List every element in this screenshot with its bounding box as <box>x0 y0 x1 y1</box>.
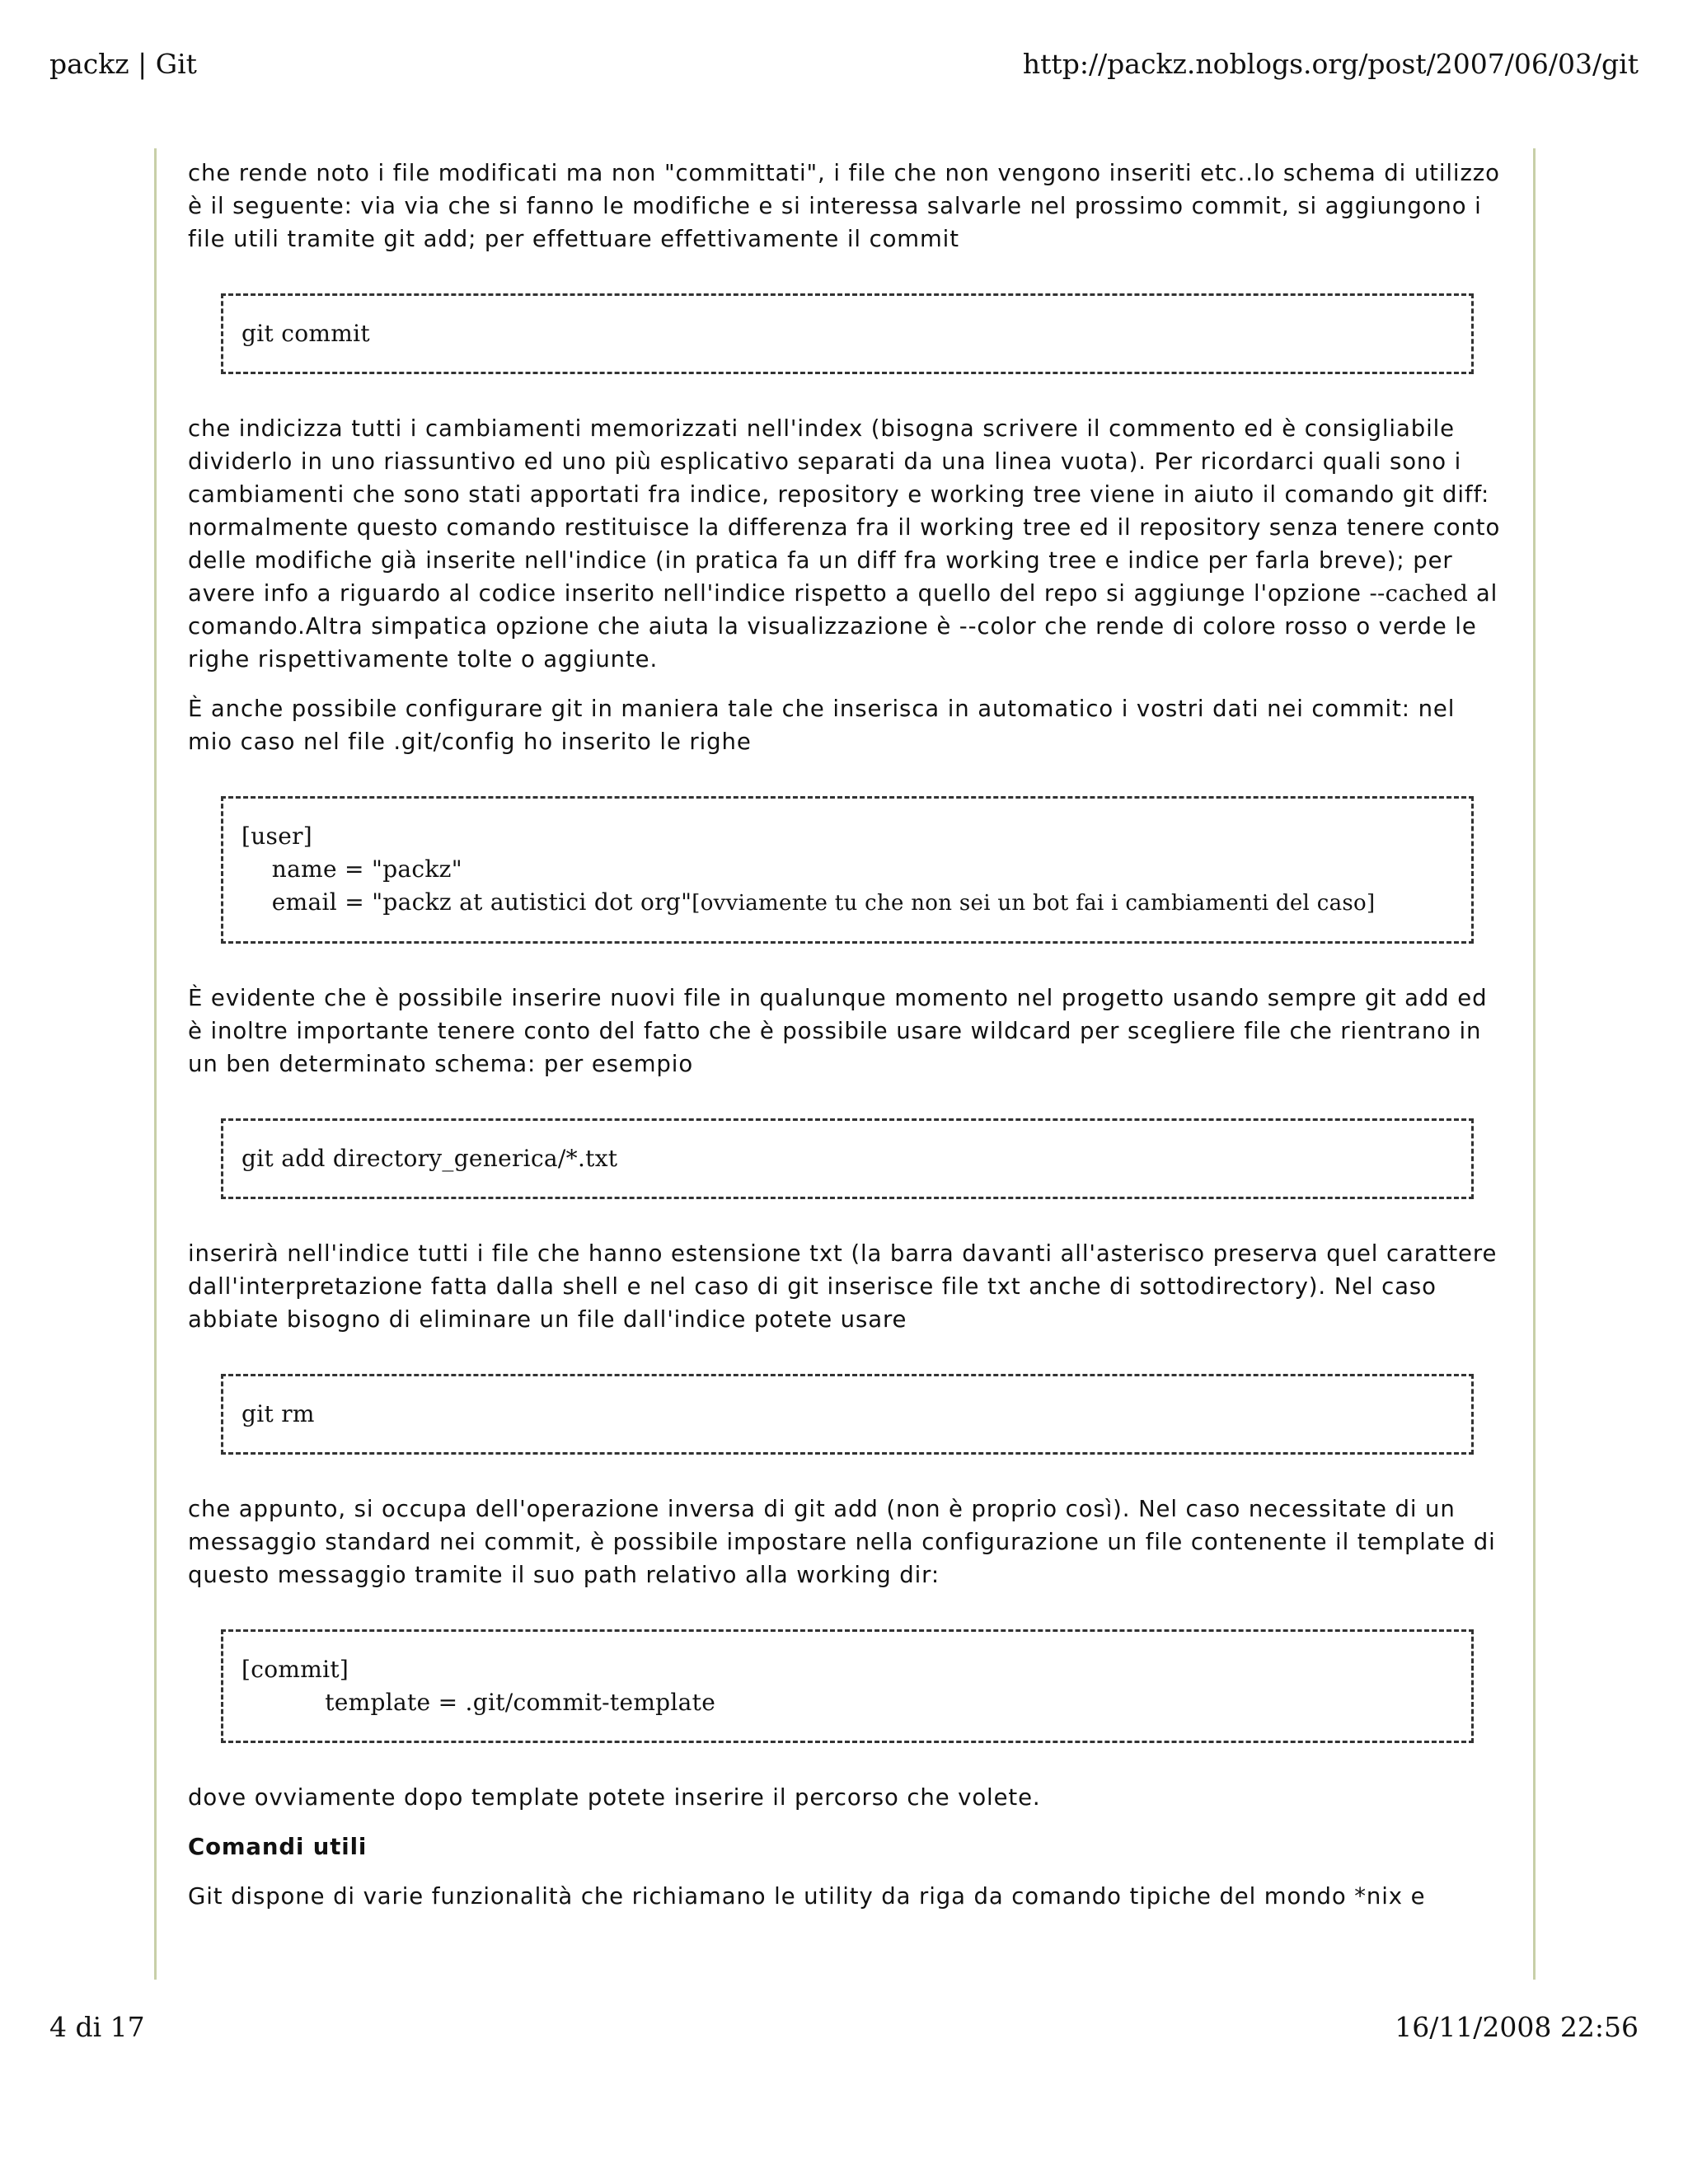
paragraph-3: È anche possibile configurare git in maniera tale che inserisca in automatico i vostri dati nei commit: nel mio caso nel file .git/config ho inserito le righe <box>188 696 1456 755</box>
article-body <box>188 157 1507 1929</box>
code-block-git-add: git add directory_generica/*.txt <box>221 1118 1474 1199</box>
code-block-git-commit: git commit <box>221 293 1474 374</box>
code-block-commit-template <box>221 1629 1474 1743</box>
code-line-commit: [commit] <box>241 1656 349 1683</box>
code-block-git-rm: git rm <box>221 1374 1474 1455</box>
code-block-git-config <box>221 796 1474 944</box>
code-line-template: template = .git/commit-template <box>241 1689 716 1716</box>
code-line-user: [user] <box>241 823 313 850</box>
code-line-email <box>241 886 1455 920</box>
paragraph-2 <box>188 412 1507 676</box>
option-cached: --cached <box>1369 580 1469 607</box>
paragraph-5: inserirà nell'indice tutti i file che hanno estensione txt (la barra davanti all'asterisco preserva quel carattere dall'interpretazione fatta dalla shell e nel caso di git inserisce file txt anche di sottodirectory). Nel caso abbiate bisogno di eliminare un file dall'indice potete usare <box>188 1240 1498 1333</box>
print-timestamp: 16/11/2008 22:56 <box>1395 2011 1639 2043</box>
page-counter: 4 di 17 <box>49 2011 145 2043</box>
paragraph-8: Git dispone di varie funzionalità che richiamano le utility da riga da comando tipiche del mondo *nix e <box>188 1883 1426 1910</box>
section-heading-comandi-utili: Comandi utili <box>188 1834 368 1860</box>
page-header-title: packz | Git <box>49 48 197 80</box>
paragraph-6: che appunto, si occupa dell'operazione inversa di git add (non è proprio così). Nel caso necessitate di un messaggio standard nei commit, è possibile impostare nella configurazione un file contenente il template di questo messaggio tramite il suo path relativo alla working dir: <box>188 1496 1496 1588</box>
paragraph-7: dove ovviamente dopo template potete inserire il percorso che volete. <box>188 1784 1041 1811</box>
paragraph-2-text-a: che indicizza tutti i cambiamenti memorizzati nell'index (bisogna scrivere il commento ed è consigliabile dividerlo in uno riassuntivo ed uno più esplicativo separati da una linea vuota). Per ricordarci quali sono i cambiamenti che sono stati apportati fra indice, repository e working tree viene in aiuto il comando git diff: normalmente questo comando restituisce la differenza fra il working tree ed il repository senza tenere conto delle modifiche già inserite nell'indice (in pratica fa un diff fra working tree e indice per farla breve); per avere info a riguardo al codice inserito nell'indice rispetto a quello del repo si aggiunge l'opzione <box>188 415 1501 607</box>
paragraph-2-text-b: al comando.Altra simpatica opzione che aiuta la visualizzazione è --color che rende di colore rosso o verde le righe rispettivamente tolte o aggiunte. <box>188 580 1498 673</box>
code-email: email = "packz at autistici dot org" <box>241 888 692 916</box>
code-line-name: name = "packz" <box>241 855 462 883</box>
paragraph-1: che rende noto i file modificati ma non "committati", i file che non vengono inseriti etc..lo schema di utilizzo è il seguente: via via che si fanno le modifiche e si interessa salvarle nel prossimo commit, si aggiungono i file utili tramite git add; per effettuare effettivamente il commit <box>188 160 1500 252</box>
page-header-url: http://packz.noblogs.org/post/2007/06/03/git <box>1022 48 1639 80</box>
paragraph-4: È evidente che è possibile inserire nuovi file in qualunque momento nel progetto usando sempre git add ed è inoltre importante tenere conto del fatto che è possibile usare wildcard per scegliere file che rientrano in un ben determinato schema: per esempio <box>188 985 1488 1077</box>
code-note: [ovviamente tu che non sei un bot fai i cambiamenti del caso] <box>692 891 1376 916</box>
